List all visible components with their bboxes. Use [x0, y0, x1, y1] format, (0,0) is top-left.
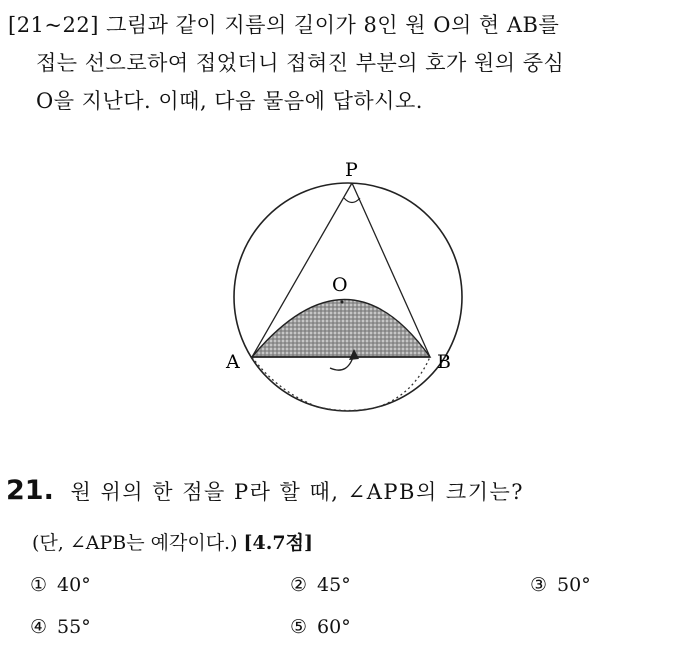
question-text: 원 위의 한 점을 P라 할 때, ∠APB의 크기는?: [70, 480, 525, 504]
intro-line-1: [21~22] 그림과 같이 지름의 길이가 8인 원 O의 현 AB를: [8, 13, 560, 37]
question-condition-line: [32, 528, 313, 555]
problem-intro: [8, 6, 692, 120]
choice-4-value: 55°: [57, 616, 91, 638]
choice-2-mark: ②: [290, 574, 308, 596]
label-a: A: [226, 351, 240, 373]
question-number: 21.: [6, 475, 54, 506]
circle-figure: [218, 152, 478, 422]
question-points: [4.7점]: [243, 532, 313, 554]
center-point: [341, 301, 344, 304]
choice-5[interactable]: [290, 616, 351, 638]
label-p: P: [345, 159, 358, 181]
choice-2[interactable]: [290, 574, 351, 596]
choice-4[interactable]: [30, 616, 91, 638]
folded-segment: [252, 300, 430, 358]
label-b: B: [437, 351, 451, 373]
original-arc: [252, 357, 430, 411]
intro-line-2: 접는 선으로하여 접었더니 접혀진 부분의 호가 원의 중심: [36, 51, 565, 75]
main-circle: [234, 183, 462, 411]
choice-1-mark: ①: [30, 574, 48, 596]
choice-5-mark: ⑤: [290, 616, 308, 638]
choice-2-value: 45°: [317, 574, 351, 596]
choice-4-mark: ④: [30, 616, 48, 638]
angle-mark-p: [344, 198, 360, 203]
label-o: O: [332, 274, 348, 296]
choice-1-value: 40°: [57, 574, 91, 596]
choice-3[interactable]: [530, 574, 591, 596]
choice-1[interactable]: [30, 574, 91, 596]
question-condition: (단, ∠APB는 예각이다.): [32, 532, 238, 554]
choice-5-value: 60°: [317, 616, 351, 638]
choice-3-value: 50°: [557, 574, 591, 596]
question-21: [6, 475, 696, 506]
intro-line-3: O을 지난다. 이때, 다음 물음에 답하시오.: [36, 89, 423, 113]
choice-3-mark: ③: [530, 574, 548, 596]
